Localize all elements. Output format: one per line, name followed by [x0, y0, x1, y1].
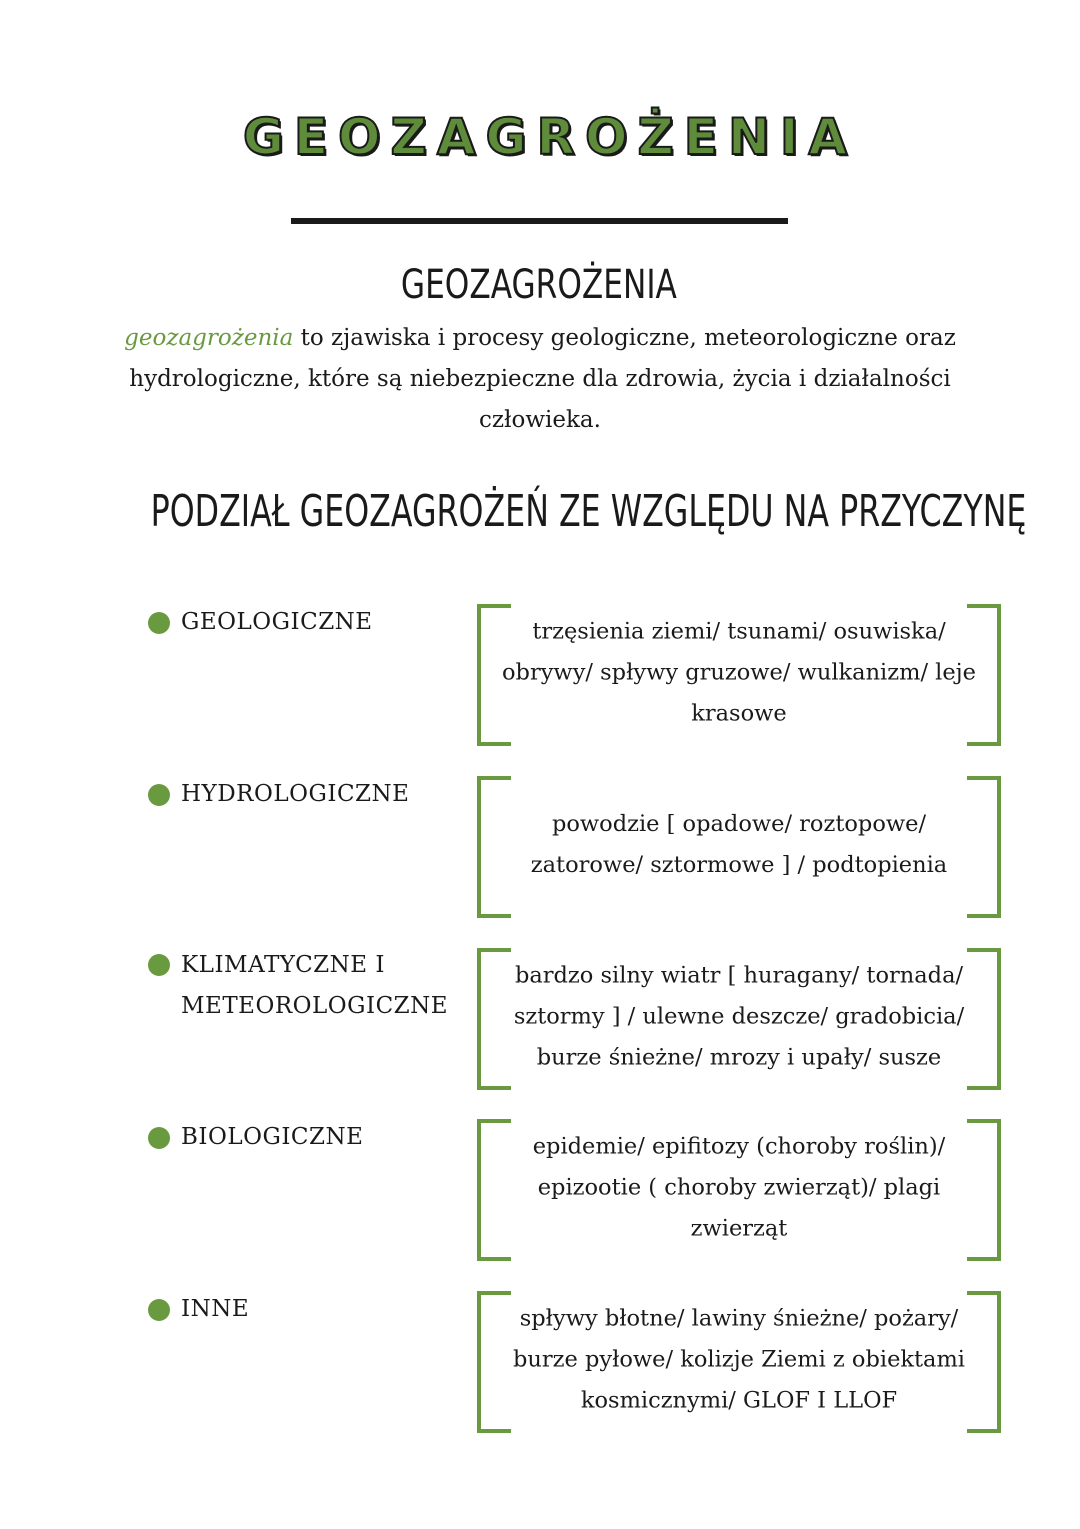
- examples-text: powodzie [ opadowe/ roztopowe/ zatorowe/ sztormowe ] / podtopienia: [530, 811, 948, 878]
- category-label: BIOLOGICZNE: [181, 1124, 364, 1150]
- definition-paragraph: [110, 318, 970, 441]
- bullet-icon: [148, 1127, 170, 1149]
- examples-box: [477, 776, 1001, 914]
- title-divider: [291, 218, 788, 224]
- examples-text: spływy błotne/ lawiny śnieżne/ pożary/ burze pyłowe/ kolizje Ziemi z obiektami kosmicznymi/ GLOF I LLOF: [512, 1305, 966, 1414]
- section-title: PODZIAŁ GEOZAGROŻEŃ ZE WZGLĘDU NA PRZYCZYNĘ: [150, 486, 1027, 537]
- examples-box: [477, 948, 1001, 1086]
- definition-term: geozagrożenia: [124, 325, 294, 351]
- examples-box: [477, 1119, 1001, 1257]
- definition-text: to zjawiska i procesy geologiczne, meteorologiczne oraz hydrologiczne, które są niebezpieczne dla zdrowia, życia i działalności człowieka.: [129, 325, 956, 433]
- examples-box: [477, 1291, 1001, 1429]
- category-label: GEOLOGICZNE: [181, 609, 373, 635]
- bullet-icon: [148, 612, 170, 634]
- bullet-icon: [148, 954, 170, 976]
- category-label: KLIMATYCZNE I METEOROLOGICZNE: [181, 952, 449, 1019]
- bullet-icon: [148, 1299, 170, 1321]
- bullet-icon: [148, 784, 170, 806]
- examples-text: trzęsienia ziemi/ tsunami/ osuwiska/ obrywy/ spływy gruzowe/ wulkanizm/ leje krasowe: [502, 618, 976, 727]
- banner-title: GEOZAGROŻENIA: [242, 108, 858, 166]
- examples-text: bardzo silny wiatr [ huragany/ tornada/ sztormy ] / ulewne deszcze/ gradobicia/ burze śnieżne/ mrozy i upały/ susze: [513, 962, 965, 1071]
- examples-text: epidemie/ epifitozy (choroby roślin)/ epizootie ( choroby zwierząt)/ plagi zwierząt: [532, 1133, 946, 1242]
- examples-box: [477, 604, 1001, 742]
- category-label: HYDROLOGICZNE: [181, 781, 410, 807]
- category-label: INNE: [181, 1296, 250, 1322]
- page-title: GEOZAGROŻENIA: [400, 262, 677, 308]
